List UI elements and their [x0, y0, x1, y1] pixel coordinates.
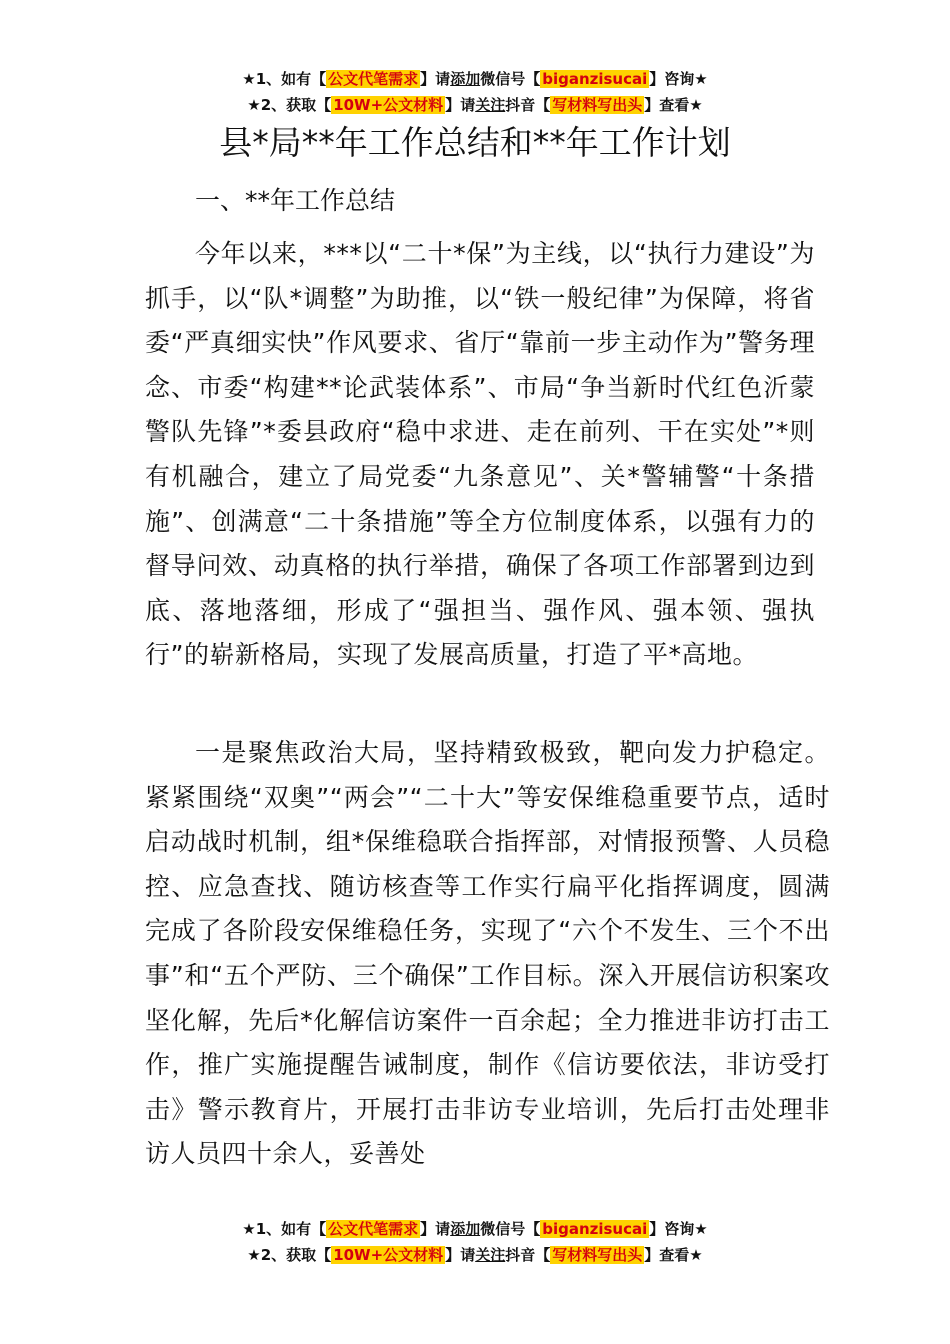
highlight-douyin-account: 写材料写出头 [552, 1246, 643, 1264]
highlight-wechat-id: biganzisucai [542, 70, 648, 88]
highlight-materials: 10W+公文材料 [333, 1246, 444, 1264]
promo-line-1: ★1、如有【 公文代笔需求 】请添加微信号【 biganzisucai 】咨询★ [242, 70, 708, 88]
highlight-materials: 10W+公文材料 [333, 96, 444, 114]
body-paragraph-2: 一是聚焦政治大局，坚持精致极致，靶向发力护稳定。紧紧围绕“双奥”“两会”“二十大”等安保维稳重要节点，适时启动战时机制，组*保维稳联合指挥部，对情报预警、人员稳控、应急查找、随访核查等工作实行扁平化指挥调度，圆满完成了各阶段安保维稳任务，实现了“六个不发生、三个不出事”和“五个严防、三个确保”工作目标。深入开展信访积案攻坚化解，先后*化解信访案件一百余起；全力推进非访打击工作，推广实施提醒告诫制度，制作《信访要依法，非访受打击》警示教育片，开展打击非访专业培训，先后打击处理非访人员四十余人，妥善处 [145, 738, 830, 1169]
document-title: 县*局**年工作总结和**年工作计划 [219, 123, 731, 162]
highlight-wechat-id: biganzisucai [542, 1220, 648, 1238]
promo-line-2: ★2、获取【 10W+公文材料 】请关注抖音【 写材料写出头 】查看★ [247, 96, 703, 114]
highlight-service: 公文代笔需求 [328, 70, 419, 88]
promo-banner-top [0, 66, 950, 118]
promo-line-2: ★2、获取【 10W+公文材料 】请关注抖音【 写材料写出头 】查看★ [247, 1246, 703, 1264]
highlight-douyin-account: 写材料写出头 [552, 96, 643, 114]
promo-line-1: ★1、如有【 公文代笔需求 】请添加微信号【 biganzisucai 】咨询★ [242, 1220, 708, 1238]
promo-banner-bottom [0, 1216, 950, 1268]
section-heading: 一、**年工作总结 [195, 186, 396, 215]
body-paragraph-1: 今年以来，***以“二十*保”为主线，以“执行力建设”为抓手，以“队*调整”为助推，以“铁一般纪律”为保障，将省委“严真细实快”作风要求、省厅“靠前一步主动作为”警务理念、市委“构建**论武装体系”、市局“争当新时代红色沂蒙警队先锋”*委县政府“稳中求进、走在前列、干在实处”*则有机融合，建立了局党委“九条意见”、关*警辅警“十条措施”、创满意“二十条措施”等全方位制度体系，以强有力的督导问效、动真格的执行举措，确保了各项工作部署到边到底、落地落细，形成了“强担当、强作风、强本领、强执行”的崭新格局，实现了发展高质量，打造了平*高地。 [145, 239, 815, 670]
highlight-service: 公文代笔需求 [328, 1220, 419, 1238]
